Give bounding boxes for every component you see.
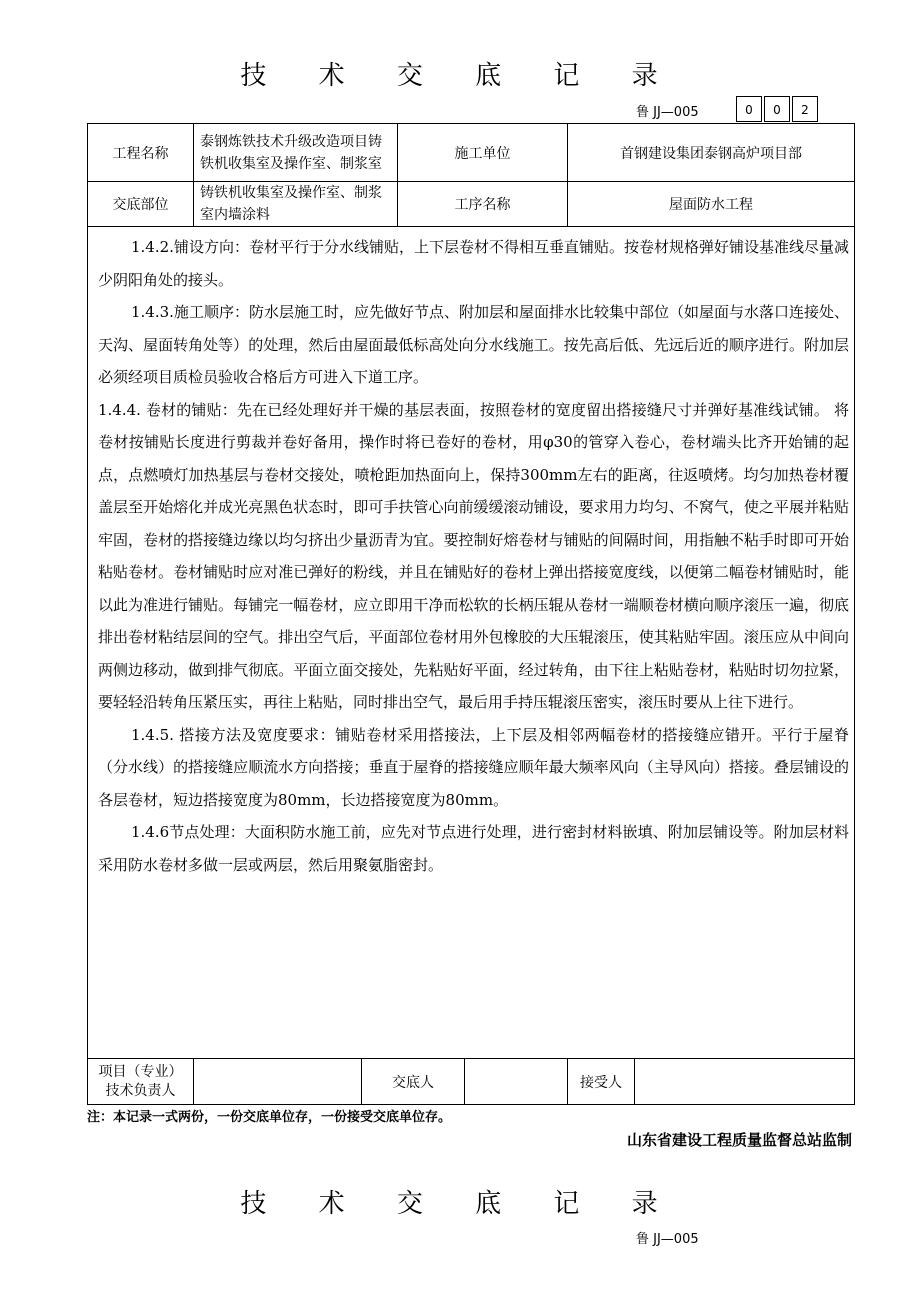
- page2-form-code: 鲁 JJ—005: [636, 1232, 699, 1247]
- receiver-signature: [635, 1059, 855, 1105]
- discloser-label: 交底人: [362, 1059, 465, 1105]
- record-table: [87, 123, 855, 1105]
- tech-lead-label: [88, 1059, 194, 1105]
- project-name-value: 泰钢炼铁技术升级改造项目铸铁机收集室及操作室、制浆室: [194, 124, 398, 182]
- form-code: 鲁 JJ—005: [636, 105, 699, 120]
- project-name-label: 工程名称: [88, 124, 194, 182]
- process-value: 屋面防水工程: [568, 182, 855, 227]
- serial-digit-3: 2: [792, 96, 818, 122]
- paragraph-construction-sequence: 1.4.3.施工顺序：防水层施工时，应先做好节点、附加层和屋面排水比较集中部位（如屋面与水落口连接处、天沟、屋面转角处等）的处理，然后由屋面最低标高处向分水线施工。按先高后低、先远后近的顺序进行。附加层必须经项目质检员验收合格后方可进入下道工序。: [98, 303, 850, 386]
- process-label: 工序名称: [398, 182, 568, 227]
- paragraph-lap-method: 1.4.5. 搭接方法及宽度要求：铺贴卷材采用搭接法，上下层及相邻两幅卷材的搭接缝应错开。平行于屋脊（分水线）的搭接缝应顺流水方向搭接；垂直于屋脊的搭接缝应顺年最大频率风向（主导风向）搭接。叠层铺设的各层卷材，短边搭接宽度为80mm，长边搭接宽度为80mm。: [98, 725, 850, 809]
- construction-unit-label: 施工单位: [398, 124, 568, 182]
- tech-lead-label-line2: 技术负责人: [105, 1082, 176, 1099]
- location-label: 交底部位: [88, 182, 194, 227]
- serial-digit-2: 0: [764, 96, 790, 122]
- construction-unit-value: 首钢建设集团泰钢高炉项目部: [568, 124, 855, 182]
- paragraph-node-treatment: 1.4.6节点处理：大面积防水施工前，应先对节点进行处理，进行密封材料嵌填、附加层铺设等。附加层材料采用防水卷材多做一层或两层，然后用聚氨脂密封。: [98, 823, 850, 874]
- location-value: 铸铁机收集室及操作室、制浆室内墙涂料: [194, 182, 398, 227]
- discloser-signature: [465, 1059, 568, 1105]
- receiver-label: 接受人: [568, 1059, 635, 1105]
- paragraph-membrane-laying: 1.4.4. 卷材的铺贴：先在已经处理好并干燥的基层表面，按照卷材的宽度留出搭接缝尺寸并弹好基准线试铺。 将卷材按铺贴长度进行剪裁并卷好备用，操作时将已卷好的卷材，用φ30的管穿入卷心，卷材端头比齐开始铺的起点，点燃喷灯加热基层与卷材交接处，喷枪距加热面向上，保持300mm左右的距离，往返喷烤。均匀加热卷材覆盖层至开始熔化并成光亮黑色状态时，即可手扶管心向前缓缓滚动铺设，要求用力均匀、不窝气，使之平展并粘贴牢固，卷材的搭接缝边缘以均匀挤出少量沥青为宜。要控制好熔卷材与铺贴的间隔时间，用指触不粘手时即可开始粘贴卷材。卷材铺贴时应对准已弹好的粉线，并且在铺贴好的卷材上弹出搭接宽度线，以便第二幅卷材铺贴时，能以此为准进行铺贴。每铺完一幅卷材，应立即用干净而松软的长柄压辊从卷材一端顺卷材横向顺序滚压一遍，彻底排出卷材粘结层间的空气。排出空气后，平面部位卷材用外包橡胶的大压辊滚压，使其粘贴牢固。滚压应从中间向两侧边移动，做到排气彻底。平面立面交接处，先粘贴好平面，经过转角，由下往上粘贴卷材，粘贴时切勿拉紧，要轻轻沿转角压紧压实，再往上粘贴，同时排出空气，最后用手持压辊滚压密实，滚压时要从上往下进行。: [98, 400, 850, 711]
- record-note: 注：本记录一式两份，一份交底单位存，一份接受交底单位存。: [87, 1110, 452, 1125]
- tech-lead-label-line1: 项目（专业）: [98, 1063, 183, 1080]
- serial-digit-1: 0: [736, 96, 762, 122]
- tech-lead-signature: [194, 1059, 362, 1105]
- issuing-organization: 山东省建设工程质量监督总站监制: [626, 1131, 852, 1149]
- paragraph-laying-direction: 1.4.2.铺设方向：卷材平行于分水线铺贴，上下层卷材不得相互垂直铺贴。按卷材规格弹好铺设基准线尽量减少阴阳角处的接头。: [98, 238, 850, 289]
- page2-title: 技 术 交 底 记 录: [240, 1189, 680, 1219]
- page-title: 技 术 交 底 记 录: [240, 61, 680, 91]
- disclosure-content: [88, 227, 855, 1059]
